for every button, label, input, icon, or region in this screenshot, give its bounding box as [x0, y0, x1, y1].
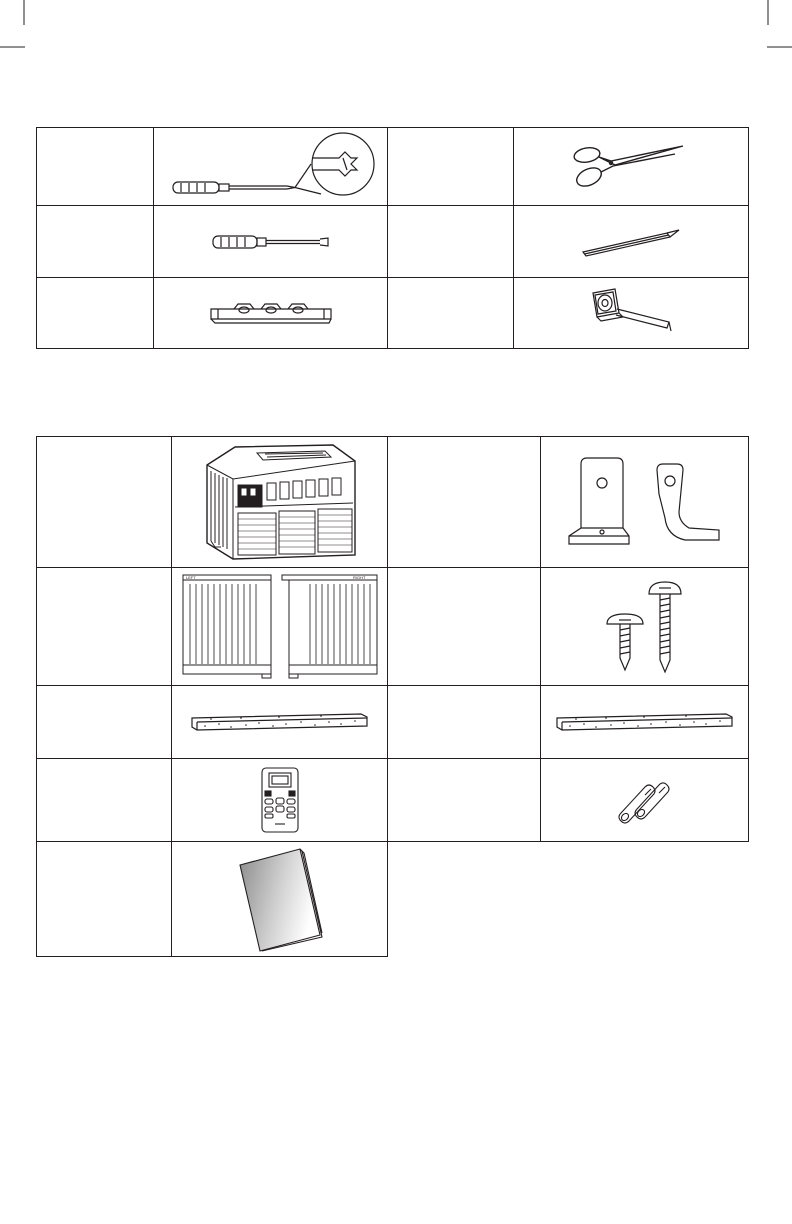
tool-label-pencil	[388, 206, 514, 278]
manual-booklet-cell	[172, 842, 388, 957]
manual-booklet-icon	[238, 847, 322, 951]
foam-strip-icon	[191, 712, 369, 732]
crop-mark-top-left	[0, 0, 25, 48]
tool-label-flathead-screwdriver	[37, 206, 154, 278]
side-curtain-panels-cell	[172, 568, 388, 686]
tape-measure-icon	[589, 287, 673, 339]
parts-row	[37, 437, 749, 568]
tools-row	[37, 278, 749, 349]
part-label-side-curtain-panels	[37, 568, 172, 686]
tool-label-scissors	[388, 128, 514, 206]
phillips-screwdriver-icon	[171, 134, 371, 200]
tool-label-phillips-screwdriver	[37, 128, 154, 206]
tools-row	[37, 206, 749, 278]
l-brackets-icon	[567, 456, 723, 548]
parts-row	[37, 759, 749, 842]
remote-control-icon	[261, 767, 299, 833]
part-label-batteries	[388, 759, 541, 842]
level-icon	[210, 302, 332, 324]
remote-control-cell	[172, 759, 388, 842]
flathead-screwdriver-icon	[212, 233, 330, 251]
screws-icon	[605, 580, 685, 674]
part-label-foam-strip-right	[388, 686, 541, 759]
phillips-screwdriver-cell	[154, 128, 388, 206]
foam-strip-right-cell	[541, 686, 749, 759]
screws-cell	[541, 568, 749, 686]
foam-strip-left-cell	[172, 686, 388, 759]
part-label-manual	[37, 842, 172, 957]
tools-table	[36, 127, 749, 349]
parts-row	[37, 568, 749, 686]
tool-label-level	[37, 278, 154, 349]
empty-cell	[388, 842, 541, 957]
scissors-icon	[571, 144, 691, 190]
batteries-cell	[541, 759, 749, 842]
part-label-l-brackets	[388, 437, 541, 568]
panel-left-text: LEFT	[185, 574, 196, 580]
parts-table	[36, 436, 749, 957]
tools-row	[37, 128, 749, 206]
part-label-air-conditioner	[37, 437, 172, 568]
level-cell	[154, 278, 388, 349]
air-conditioner-cell	[172, 437, 388, 568]
part-label-screws	[388, 568, 541, 686]
l-brackets-cell	[541, 437, 749, 568]
crop-mark-top-right	[767, 0, 792, 48]
pencil-cell	[514, 206, 749, 278]
batteries-icon	[617, 779, 673, 821]
side-curtain-panels-icon	[182, 574, 378, 680]
scissors-cell	[514, 128, 749, 206]
tape-measure-cell	[514, 278, 749, 349]
flathead-screwdriver-cell	[154, 206, 388, 278]
pencil-icon	[581, 227, 681, 257]
panel-right-text: RIGHT	[352, 574, 365, 580]
empty-cell	[541, 842, 749, 957]
part-label-remote-control	[37, 759, 172, 842]
parts-row	[37, 686, 749, 759]
part-label-foam-strip-left	[37, 686, 172, 759]
air-conditioner-icon	[205, 443, 355, 561]
parts-row	[37, 842, 749, 957]
tool-label-tape-measure	[388, 278, 514, 349]
foam-strip-icon	[556, 712, 734, 732]
